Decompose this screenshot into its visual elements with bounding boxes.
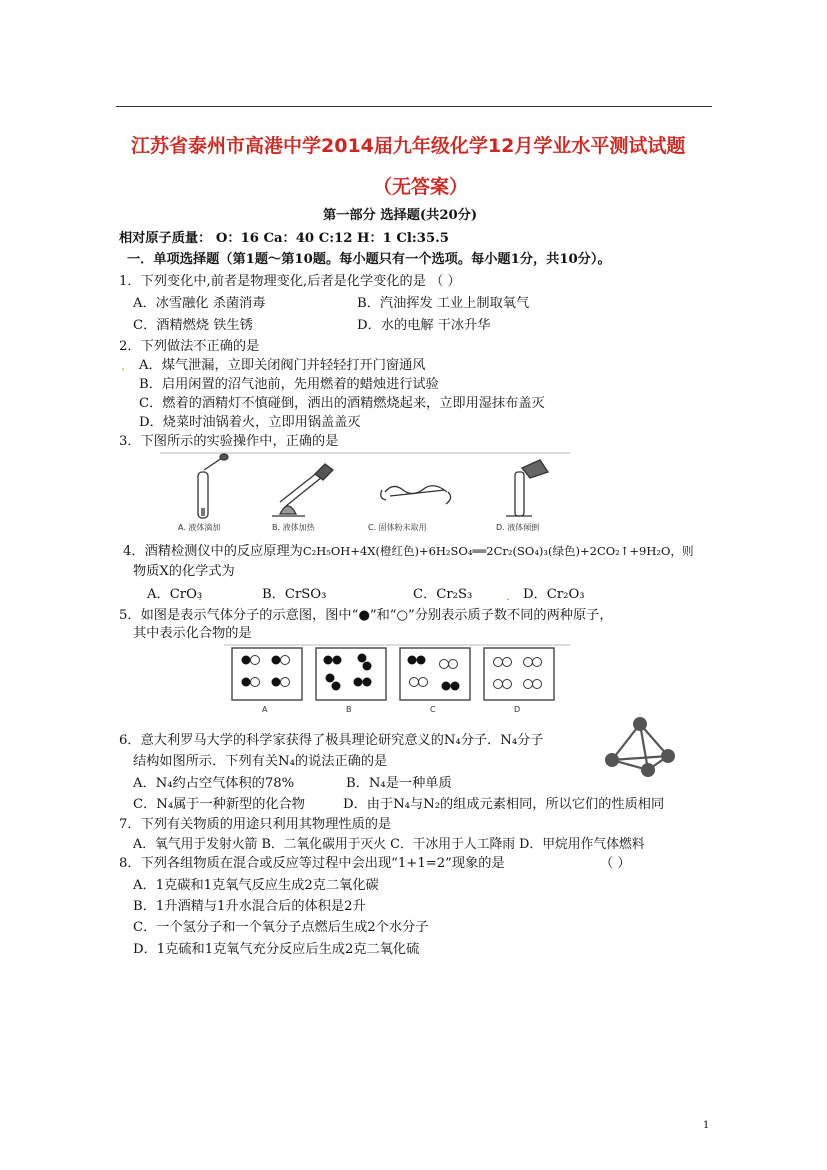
q7-options: A．氧气用于发射火箭 B．二氧化碳用于灭火 C．干冰用于人工降雨 D．甲烷用作气体燃料 <box>133 837 645 852</box>
pouring-liquid-icon <box>506 460 548 516</box>
q8-stem: 8．下列各组物质在混合或反应等过程中会出现“1+1=2”现象的是 <box>119 856 505 871</box>
q8-option-d: D．1克硫和1克氧气充分反应后生成2克二氧化硫 <box>133 942 420 957</box>
q2-option-d: D．烧菜时油锅着火，立即用锅盖盖灭 <box>139 415 361 430</box>
q4-stem-pre: 4．酒精检测仪中的反应原理为 <box>123 544 303 559</box>
q4-stem <box>123 541 693 562</box>
q2-option-b: B．启用闲置的沼气池前，先用燃着的蜡烛进行试验 <box>139 377 439 392</box>
q3-caption-b: B. 液体加热 <box>272 523 315 532</box>
q4-option-a: A．CrO₃ <box>147 587 203 602</box>
q3-caption-d: D. 液体倾倒 <box>496 523 540 532</box>
q6-stem-2: 结构如图所示．下列有关N₄的说法正确的是 <box>133 754 388 769</box>
q1-option-c: C．酒精燃烧 铁生锈 <box>133 318 253 333</box>
q1-option-a: A．冰雪融化 杀菌消毒 <box>133 296 266 311</box>
q1-option-b: B．汽油挥发 工业上制取氧气 <box>357 296 530 311</box>
document-subtitle: （无答案） <box>373 176 469 198</box>
q6-option-c: C．N₄属于一种新型的化合物 <box>133 797 305 812</box>
q4-dot-2: ． <box>506 589 520 604</box>
q6-option-d: D．由于N₄与N₂的组成元素相同，所以它们的性质相同 <box>343 797 665 812</box>
document-title: 江苏省泰州市高港中学2014届九年级化学12月学业水平测试试题 <box>131 135 686 157</box>
q5-box-a <box>232 648 302 700</box>
q4-stem2: 物质X的化学式为 <box>133 564 235 579</box>
q5-stem-2: 其中表示化合物的是 <box>133 626 252 641</box>
q4-option-b: B．CrSO₃ <box>262 587 327 602</box>
n4-tetrahedron-figure <box>604 714 680 780</box>
q5-molecule-figure <box>224 644 570 716</box>
q8-answer-paren: （ ） <box>600 856 631 871</box>
q2-mark: . <box>121 359 126 374</box>
q5-stem-1: 5．如图是表示气体分子的示意图，图中“●”和“○”分别表示质子数不同的两种原子， <box>119 608 613 623</box>
q3-caption-c: C. 固体粉末取用 <box>368 523 427 532</box>
q1-option-d: D．水的电解 干冰升华 <box>357 318 491 333</box>
q2-option-c: C．燃着的酒精灯不慎碰倒，洒出的酒精燃烧起来，立即用湿抹布盖灭 <box>139 396 545 411</box>
q2-option-a: A．煤气泄漏，立即关闭阀门并轻轻打开门窗通风 <box>139 358 426 373</box>
q8-option-a: A．1克碳和1克氧气反应生成2克二氧化碳 <box>133 878 379 893</box>
powder-spatula-icon <box>381 486 451 504</box>
q6-stem-1: 6．意大利罗马大学的科学家获得了极具理论研究意义的N₄分子．N₄分子 <box>119 733 544 748</box>
header-rule <box>116 106 712 107</box>
q2-stem: 2．下列做法不正确的是 <box>119 339 260 354</box>
q7-stem: 7．下列有关物质的用途只利用其物理性质的是 <box>119 817 392 832</box>
atomic-mass-line: 相对原子质量： O：16 Ca：40 C:12 H：1 Cl:35.5 <box>119 231 449 246</box>
q6-option-a: A．N₄约占空气体积的78% <box>133 776 295 791</box>
section-title: 一．单项选择题（第1题～第10题。每小题只有一个选项。每小题1分，共10分）。 <box>127 252 611 267</box>
q3-caption-a: A. 液体滴加 <box>178 523 221 532</box>
q5-box-d <box>484 648 554 700</box>
q1-stem: 1．下列变化中,前者是物理变化,后者是化学变化的是 （ ） <box>119 274 461 289</box>
q8-option-c: C．一个氢分子和一个氧分子点燃后生成2个水分子 <box>133 920 429 935</box>
q3-experiment-figure <box>160 452 570 538</box>
q5-box-c <box>400 648 470 700</box>
q6-option-b: B．N₄是一种单质 <box>346 776 452 791</box>
q5-label-c: C <box>430 705 436 714</box>
q5-box-b <box>316 648 386 700</box>
q4-dot-1: ． <box>198 589 212 604</box>
q4-equation: C₂H₅OH+4X(橙红色)+6H₂SO₄══2Cr₂(SO₄)₃(绿色)+2CO₂↑+9H₂O，则 <box>302 544 694 558</box>
q8-option-b: B．1升酒精与1升水混合后的体积是2升 <box>133 899 366 914</box>
q3-stem: 3．下图所示的实验操作中，正确的是 <box>119 434 339 449</box>
part1-heading: 第一部分 选择题(共20分) <box>323 208 478 223</box>
q4-option-d: D．Cr₂O₃ <box>523 587 585 602</box>
page-number: 1 <box>703 1120 710 1131</box>
heating-setup-icon <box>272 464 333 516</box>
q4-option-c: C．Cr₂S₃ <box>413 587 473 602</box>
q5-label-d: D <box>514 705 521 714</box>
q5-label-b: B <box>346 705 352 714</box>
q5-label-a: A <box>262 705 268 714</box>
dropper-tube-icon <box>198 454 228 518</box>
